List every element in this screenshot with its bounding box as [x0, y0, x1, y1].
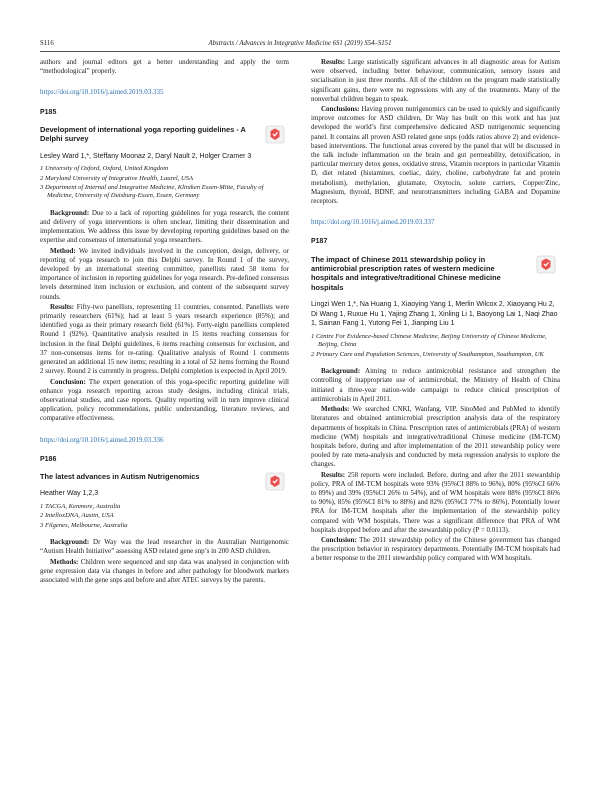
affiliation: 3 Department of Internal and Integrative Medicine, Kliniken Essen-Mitte, Faculty of Medicine, University of Duisburg-Essen, Essen, Germany: [40, 184, 264, 200]
conclusion-paragraph: [40, 378, 289, 424]
methods-paragraph: [311, 405, 560, 469]
affiliations: [40, 503, 289, 530]
abstract-title: [40, 125, 289, 144]
section-label: Conclusions:: [321, 105, 360, 114]
abstract-id: P185: [40, 108, 57, 116]
abstract-id: P186: [40, 455, 57, 463]
results-paragraph: [311, 58, 560, 104]
affiliation: 2 IntelloxDNA, Austin, USA: [40, 512, 114, 520]
results-text: Large statistically significant advances in all diagnostic areas for Autism were observed, including better behaviour, communication, sensory issues and socialisation in just three months. All of the children on the program made statistically significant gains, there were no regressions with any of the treatments. Many of the nonverbal children began to speak.: [311, 58, 560, 103]
conclusions-paragraph: [311, 105, 560, 206]
left-column: [40, 58, 289, 586]
section-label: Background:: [50, 208, 90, 217]
affiliation: 1 University of Oxford, Oxford, United Kingdom: [40, 165, 169, 173]
section-label: Methods:: [50, 557, 79, 566]
section-label: Conclusion:: [321, 535, 357, 544]
continued-text: authors and journal editors get a better understanding and apply the term “methodological” properly.: [40, 58, 289, 76]
affiliation: 2 Maryland University of Integrative Health, Laurel, USA: [40, 174, 194, 182]
results-text: 258 reports were included. Before, during and after the 2011 stewardship policy, PRA of IM-TCM hospitals were 93% (95%CI 88% to 96%), 80% (95%CI 66% to 89%) and 39% (95%CI 26% to 54%), and of WM hospitals were 88% (95%CI 86% to 90%), 85% (95%CI 81% to 88%) and 82% (95%CI 77% to 86%). Potentially lower PRA for IM-TCM hospitals after the implementation of the stewardship policy compared with WM hospitals. There was a significant difference that PRA of WM hospitals dropped before and after the stewardship policy (P = 0.0113).: [311, 470, 561, 534]
methods-paragraph: [40, 558, 289, 586]
abstract-id: P187: [311, 238, 328, 246]
author-list: Lingzi Wen 1,*, Na Huang 1, Xiaoying Yang 1, Merlin Wilcox 2, Xiaoyang Hu 2, Di Wang 1, Ruxue Hu 1, Yajing Zhang 1, Xinling Li 1, Baoyong Lai 1, Naqi Zhao 1, Sainan Fang 1, Yutong Fei 1, Jianping Liu 1: [311, 301, 558, 328]
header-rule: [40, 51, 560, 52]
running-header: [40, 40, 560, 52]
method-paragraph: [40, 247, 289, 302]
background-text: Due to a lack of reporting guidelines for yoga research, the content and delivery of yoga interventions is often unclear, limiting their dissemination and implementation. We address this issue by developing reporting guidelines based on the expertise and consensus of international yoga researchers.: [40, 208, 290, 245]
abstract-title-text: Development of international yoga reporting guidelines - A Delphi survey: [40, 124, 246, 144]
section-label: Conclusion:: [50, 377, 86, 386]
section-label: Background:: [321, 367, 361, 376]
check-for-updates-icon[interactable]: [265, 472, 285, 491]
methods-text: Children were sequenced and snp data was analysed in conjunction with gene expression data via changes in before and after pathology for bloodwork markers associated with the gene snps and before and after ATEC surveys by the parents.: [40, 557, 289, 584]
doi-link-p184[interactable]: https://doi.org/10.1016/j.aimed.2019.03.335: [40, 88, 164, 97]
right-column: [311, 58, 560, 565]
conclusion-text: The 2011 stewardship policy of the Chinese government has changed the prescription behavior in respiratory departments. Potentially IM-TCM hospitals had a better response to the 2011 stewardship policy compared with WM hospitals.: [311, 535, 560, 563]
doi-link-p186[interactable]: https://doi.org/10.1016/j.aimed.2019.03.337: [311, 218, 435, 227]
check-for-updates-icon[interactable]: [536, 255, 556, 274]
background-text: Dr Way was the lead researcher in the Australian Nutrigenomic “Autism Health Initiative” assessing ASD related gene snp’s in 200 ASD children.: [40, 538, 289, 556]
abstract-title: [311, 255, 560, 293]
section-label: Method:: [50, 246, 76, 255]
section-label: Methods:: [321, 405, 350, 414]
background-paragraph: [40, 209, 289, 246]
affiliations: [311, 333, 560, 359]
conclusions-text: Having proven nutrigenomics can be used to quickly and significantly improve outcomes for ASD children, Dr Way has built on this work and has just developed the world’s first comprehensive dedicated ASD nutrigenomic sequencing panel. It contains all proven ASD related gene snps (odds ratios above 2) and evidence-based interventions. The functional areas covered by the panel that will be discussed in the talk include inflammation on the brain and gut permeability, detoxification, in particular mercury detox genes, oxidative stress, Vitamin receptors in particular Vitamin D, diet related (histamines, coeliac, dairy, choline, carbohydrate fat and protein metabolism), methylation, glutamate, Oxytocin, solute carriers, Copper/Zinc, Magnesium, thyroid, BDNF, and neurotransmitters including GABA and Dopamine receptors.: [311, 105, 560, 206]
journal-citation: Abstracts / Advances in Integrative Medicine 6S1 (2019) S54–S151: [208, 40, 392, 47]
results-paragraph: [40, 303, 289, 377]
affiliation: 3 Filgenes, Melbourne, Australia: [40, 521, 128, 529]
page-number: S116: [40, 40, 54, 47]
author-list: Lesley Ward 1,*, Steffany Moonaz 2, Daryl Nault 2, Holger Cramer 3: [40, 152, 252, 160]
section-label: Results:: [321, 58, 346, 66]
affiliations: [40, 165, 289, 201]
background-paragraph: [40, 538, 289, 556]
abstract-title: [40, 472, 289, 481]
results-paragraph: [311, 471, 560, 535]
background-paragraph: [311, 367, 560, 404]
section-label: Background:: [50, 538, 90, 547]
section-label: Results:: [321, 470, 346, 479]
conclusion-paragraph: [311, 536, 560, 564]
affiliation: 1 TACGA, Kenmore, Australia: [40, 502, 121, 510]
doi-link-p185[interactable]: https://doi.org/10.1016/j.aimed.2019.03.336: [40, 435, 164, 444]
results-text: Fifty-two panellists, representing 11 countries, consented. Panellists were primarily researchers (61%); had at least 5 years research experience (85%); and identified yoga as their primary research field (61%). Forty-eight panellists completed Round 1 (92%). Quantitative analysis resulted in 15 items reaching consensus for inclusion in the final Delphi guidelines, 6 items reaching consensus for exclusion, and 37 non-consensus items for re-rating. Qualitative analysis of Round 1 comments generated an additional 15 new items; resulting in a total of 52 items forming the Round 2 survey. Round 2 is currently in progress. Delphi completion is expected in April 2019.: [40, 302, 290, 376]
conclusion-text: The expert generation of this yoga-specific reporting guideline will enhance yoga research reporting across study designs, including clinical trials, observational studies, and case reports. Quality reporting will in turn improve clinical application, policy recommendations, public understanding, literature reviews, and comparative effectiveness.: [40, 377, 289, 423]
abstract-title-text: The latest advances in Autism Nutrigenomics: [40, 471, 200, 481]
background-text: Aiming to reduce antimicrobial resistance and strengthen the controlling of inappropriate use of antimicrobial, the Ministry of Health of China initiated a three-year nation-wide campaign to reduce clinical prescription of antimicrobials in April 2011.: [311, 367, 560, 403]
section-label: Results:: [50, 302, 75, 311]
methods-text: We searched CNKI, Wanfang, VIP, SinoMed and PubMed to identify literatures and obtained antimicrobial prescription analysis data of the respiratory departments of hospitals in China. Prescription rates of antimicrobials (PRA) of western medicine (WM) hospitals and integrative/traditional Chinese medicine (IM-TCM) hospitals before, during and after implementation of the 2011 stewardship policy were pooled by rate meta-analysis and conducted by meta regression analysis to explore the changes.: [311, 405, 561, 469]
affiliation: 1 Centre For Evidence-based Chinese Medicine, Beijing University of Chinese Medicine, Beijing, China: [311, 333, 547, 349]
author-list: Heather Way 1,2,3: [40, 490, 99, 498]
abstract-title-text: The impact of Chinese 2011 stewardship policy in antimicrobial prescription rates of western medicine hospitals and integrative/traditional Chinese medicine hospitals: [311, 254, 501, 292]
check-for-updates-icon[interactable]: [265, 125, 285, 144]
method-text: We invited individuals involved in the conception, design, delivery, or reporting of yoga research to join this Delphi survey. In Round 1 of the survey, developed by an international steering committee, panellists rated 58 items for importance of inclusion in reporting guidelines for yoga research. Pre-defined consensus levels determined item inclusion or exclusion, and content of the subsequent survey rounds.: [40, 246, 290, 301]
affiliation: 2 Primary Care and Population Sciences, University of Southampton, Southampton, UK: [311, 350, 544, 358]
